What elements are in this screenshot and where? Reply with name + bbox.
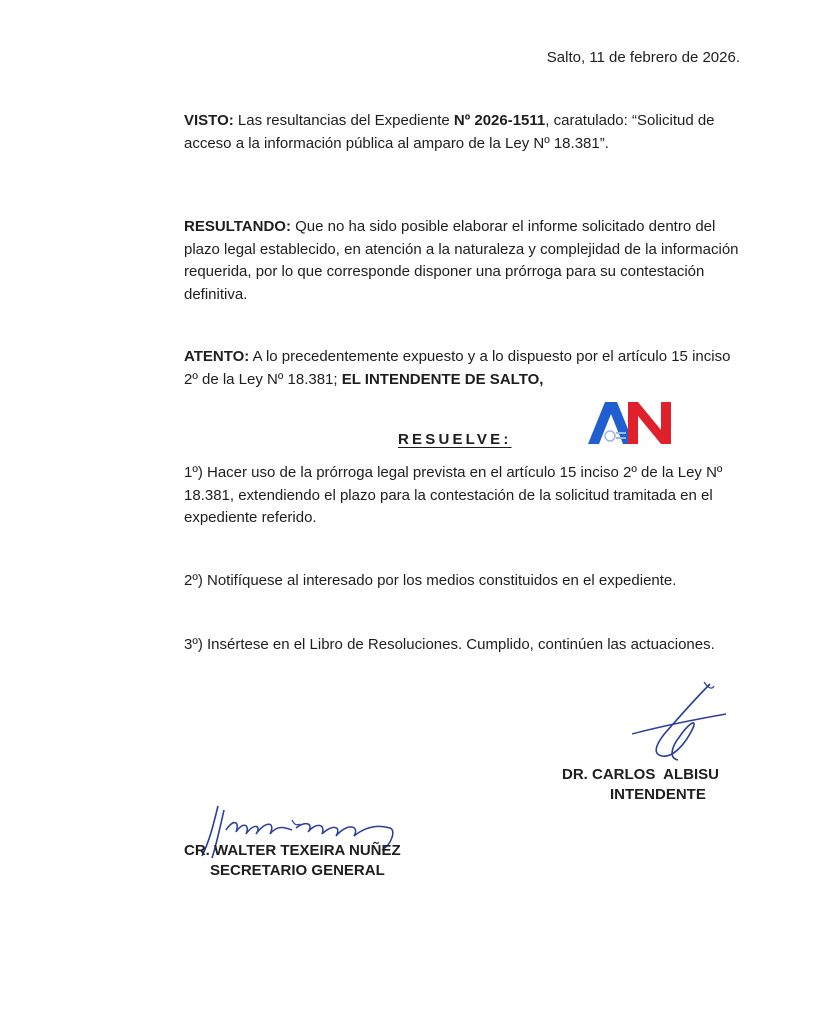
signature-albisu (622, 680, 732, 770)
signature-block-intendente (562, 765, 719, 805)
atento-closing: EL INTENDENTE DE SALTO, (341, 370, 544, 388)
atento-paragraph (184, 346, 744, 391)
visto-paragraph (184, 110, 744, 155)
an-watermark-logo (588, 400, 678, 448)
intendente-title: INTENDENTE (610, 786, 706, 803)
secretario-name: CR. WALTER TEXEIRA NUÑEZ (184, 842, 401, 859)
date-line: Salto, 11 de febrero de 2026. (546, 49, 740, 66)
intendente-name: DR. CARLOS ALBISU (562, 766, 719, 783)
resolution-item-1: 1º) Hacer uso de la prórroga legal prevista en el artículo 15 inciso 2º de la Ley Nº 18.381, extendiendo el plazo para la contestación de la solicitud tramitada en el expediente referido. (184, 464, 723, 526)
signature-block-secretario (184, 841, 401, 881)
atento-label: ATENTO: (184, 348, 250, 365)
visto-expediente: Nº 2026-1511 (453, 112, 546, 129)
resolution-item-2: 2º) Notifíquese al interesado por los medios constituidos en el expediente. (184, 572, 677, 589)
visto-text-after: , caratulado: “Solicitud de acceso a la información pública al amparo de la Ley Nº 18.381”. (184, 112, 715, 152)
visto-label: VISTO: (184, 112, 234, 129)
atento-text: A lo precedentemente expuesto y a lo dispuesto por el artículo 15 inciso 2º de la Ley Nº 18.381; (184, 348, 731, 388)
resultando-text: Que no ha sido posible elaborar el informe solicitado dentro del plazo legal establecido, en atención a la naturaleza y complejidad de la información requerida, por lo que corresponde disponer una prórroga para su contestación definitiva. (184, 218, 739, 303)
secretario-title: SECRETARIO GENERAL (210, 862, 385, 879)
resultando-paragraph (184, 216, 744, 306)
visto-text-before: Las resultancias del Expediente (233, 112, 454, 129)
resultando-label: RESULTANDO: (184, 218, 291, 235)
resuelve-heading: RESUELVE: (398, 431, 512, 448)
resolution-item-3: 3º) Insértese en el Libro de Resoluciones. Cumplido, continúen las actuaciones. (184, 636, 715, 653)
logo-text: AN (588, 400, 590, 401)
logo-n-shape (628, 402, 671, 444)
